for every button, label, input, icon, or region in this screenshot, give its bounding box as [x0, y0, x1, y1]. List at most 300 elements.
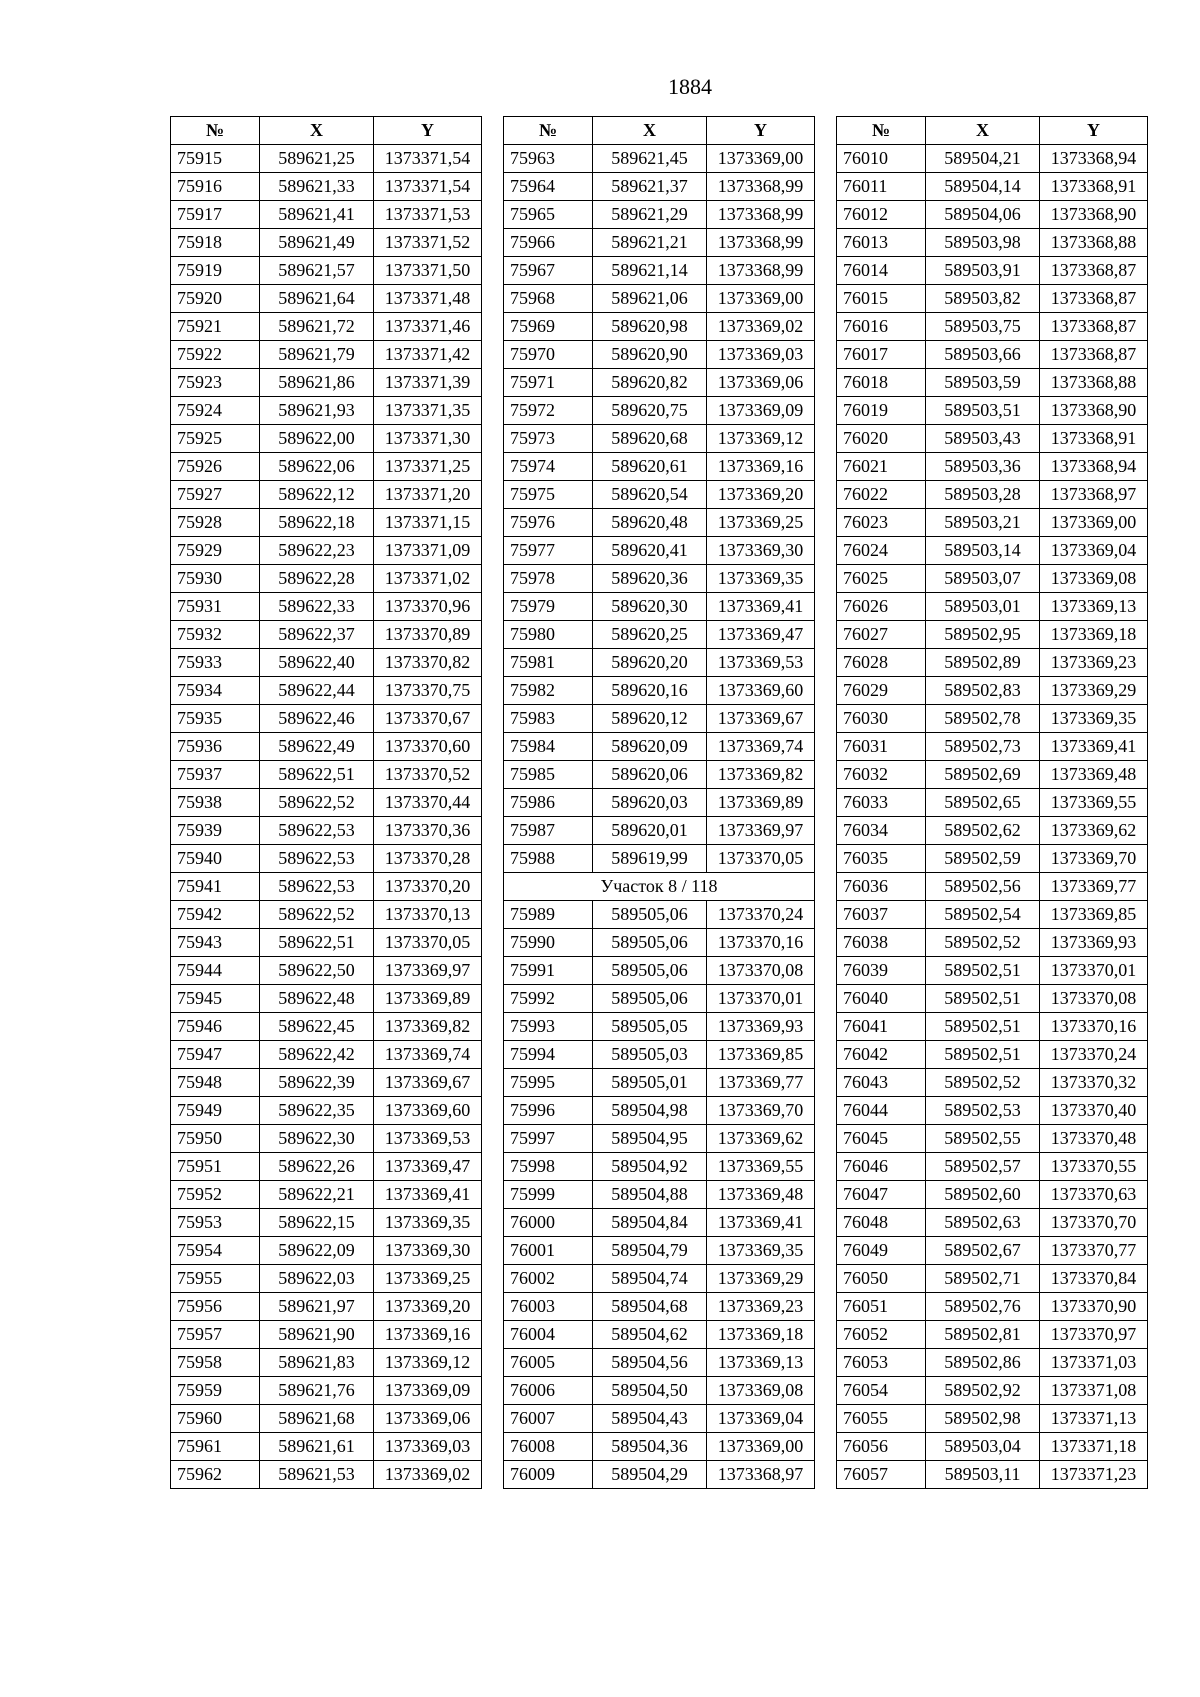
- cell-num: 76026: [837, 593, 926, 621]
- cell-num: 75984: [504, 733, 593, 761]
- cell-num: 75919: [171, 257, 260, 285]
- cell-y: 1373371,18: [1040, 1433, 1148, 1461]
- table-row: [504, 677, 815, 705]
- table-row: [837, 509, 1148, 537]
- table-row: [504, 397, 815, 425]
- table-row: [171, 509, 482, 537]
- cell-x: 589622,39: [260, 1069, 374, 1097]
- table-row: [171, 1097, 482, 1125]
- cell-y: 1373369,67: [374, 1069, 482, 1097]
- table-row: [171, 425, 482, 453]
- cell-num: 75993: [504, 1013, 593, 1041]
- table-row: [171, 565, 482, 593]
- cell-y: 1373370,40: [1040, 1097, 1148, 1125]
- cell-y: 1373370,20: [374, 873, 482, 901]
- cell-y: 1373368,91: [1040, 425, 1148, 453]
- table-row: [171, 1041, 482, 1069]
- table-row: [171, 1013, 482, 1041]
- cell-y: 1373371,35: [374, 397, 482, 425]
- cell-x: 589620,20: [593, 649, 707, 677]
- cell-num: 75916: [171, 173, 260, 201]
- table-row: [837, 285, 1148, 313]
- cell-y: 1373369,00: [707, 1433, 815, 1461]
- cell-y: 1373369,89: [707, 789, 815, 817]
- cell-y: 1373368,97: [707, 1461, 815, 1489]
- cell-y: 1373369,03: [374, 1433, 482, 1461]
- cell-num: 75972: [504, 397, 593, 425]
- cell-num: 75952: [171, 1181, 260, 1209]
- cell-x: 589502,83: [926, 677, 1040, 705]
- cell-x: 589504,21: [926, 145, 1040, 173]
- table-row: [837, 1181, 1148, 1209]
- cell-y: 1373369,35: [1040, 705, 1148, 733]
- cell-x: 589503,75: [926, 313, 1040, 341]
- cell-x: 589621,76: [260, 1377, 374, 1405]
- cell-x: 589502,59: [926, 845, 1040, 873]
- table-row: [837, 1153, 1148, 1181]
- cell-y: 1373370,84: [1040, 1265, 1148, 1293]
- cell-x: 589622,44: [260, 677, 374, 705]
- cell-num: 75921: [171, 313, 260, 341]
- cell-y: 1373370,97: [1040, 1321, 1148, 1349]
- cell-y: 1373371,52: [374, 229, 482, 257]
- table-row: [171, 1405, 482, 1433]
- cell-y: 1373370,55: [1040, 1153, 1148, 1181]
- cell-num: 75934: [171, 677, 260, 705]
- cell-num: 75920: [171, 285, 260, 313]
- cell-x: 589503,01: [926, 593, 1040, 621]
- cell-y: 1373369,09: [707, 397, 815, 425]
- cell-num: 75958: [171, 1349, 260, 1377]
- table-row: [171, 257, 482, 285]
- cell-num: 75991: [504, 957, 593, 985]
- table-row: [837, 1069, 1148, 1097]
- cell-num: 75968: [504, 285, 593, 313]
- cell-y: 1373371,48: [374, 285, 482, 313]
- cell-y: 1373368,90: [1040, 201, 1148, 229]
- cell-x: 589622,46: [260, 705, 374, 733]
- table-row: [837, 901, 1148, 929]
- table-row: [504, 985, 815, 1013]
- table-row: [171, 677, 482, 705]
- table-row: [171, 1349, 482, 1377]
- cell-x: 589502,98: [926, 1405, 1040, 1433]
- cell-x: 589622,49: [260, 733, 374, 761]
- cell-y: 1373371,53: [374, 201, 482, 229]
- table-row: [504, 1069, 815, 1097]
- table-row: [837, 1265, 1148, 1293]
- cell-num: 76021: [837, 453, 926, 481]
- cell-num: 75995: [504, 1069, 593, 1097]
- cell-num: 76057: [837, 1461, 926, 1489]
- cell-y: 1373369,41: [374, 1181, 482, 1209]
- cell-x: 589502,56: [926, 873, 1040, 901]
- cell-y: 1373369,09: [374, 1377, 482, 1405]
- table-row: [171, 1265, 482, 1293]
- table-row: [171, 481, 482, 509]
- cell-y: 1373369,23: [707, 1293, 815, 1321]
- cell-x: 589622,28: [260, 565, 374, 593]
- cell-x: 589503,59: [926, 369, 1040, 397]
- cell-y: 1373371,39: [374, 369, 482, 397]
- cell-y: 1373370,05: [374, 929, 482, 957]
- table-row: [837, 705, 1148, 733]
- cell-x: 589502,78: [926, 705, 1040, 733]
- cell-x: 589503,43: [926, 425, 1040, 453]
- coordinate-table-1: [170, 116, 482, 1489]
- cell-y: 1373369,93: [1040, 929, 1148, 957]
- table-row: [504, 901, 815, 929]
- table-row: [837, 313, 1148, 341]
- cell-x: 589504,68: [593, 1293, 707, 1321]
- table-row: [171, 649, 482, 677]
- table-row: [171, 621, 482, 649]
- cell-num: 75966: [504, 229, 593, 257]
- cell-x: 589504,43: [593, 1405, 707, 1433]
- table-row: [171, 1293, 482, 1321]
- cell-x: 589504,95: [593, 1125, 707, 1153]
- cell-y: 1373371,09: [374, 537, 482, 565]
- cell-x: 589621,06: [593, 285, 707, 313]
- cell-x: 589620,61: [593, 453, 707, 481]
- cell-y: 1373371,02: [374, 565, 482, 593]
- cell-y: 1373370,24: [707, 901, 815, 929]
- cell-y: 1373369,00: [707, 285, 815, 313]
- cell-y: 1373369,16: [707, 453, 815, 481]
- cell-x: 589505,06: [593, 957, 707, 985]
- table-row: [504, 229, 815, 257]
- cell-x: 589504,36: [593, 1433, 707, 1461]
- cell-y: 1373369,23: [1040, 649, 1148, 677]
- cell-x: 589621,90: [260, 1321, 374, 1349]
- table-row: [504, 1153, 815, 1181]
- cell-x: 589504,88: [593, 1181, 707, 1209]
- cell-y: 1373371,08: [1040, 1377, 1148, 1405]
- cell-y: 1373369,41: [707, 593, 815, 621]
- cell-x: 589622,35: [260, 1097, 374, 1125]
- table-row: [504, 1209, 815, 1237]
- table-row: [171, 369, 482, 397]
- cell-x: 589622,15: [260, 1209, 374, 1237]
- cell-x: 589620,01: [593, 817, 707, 845]
- cell-num: 76001: [504, 1237, 593, 1265]
- coordinate-tables: [170, 116, 1148, 1489]
- table-row: [837, 173, 1148, 201]
- cell-num: 76007: [504, 1405, 593, 1433]
- cell-x: 589620,82: [593, 369, 707, 397]
- header-x: X: [593, 117, 707, 145]
- cell-num: 76056: [837, 1433, 926, 1461]
- cell-y: 1373371,25: [374, 453, 482, 481]
- table-row: [504, 845, 815, 873]
- cell-y: 1373371,54: [374, 173, 482, 201]
- cell-y: 1373369,13: [1040, 593, 1148, 621]
- cell-y: 1373370,13: [374, 901, 482, 929]
- cell-y: 1373369,60: [707, 677, 815, 705]
- cell-y: 1373371,50: [374, 257, 482, 285]
- cell-y: 1373369,12: [374, 1349, 482, 1377]
- section-label: Участок 8 / 118: [504, 873, 815, 901]
- cell-num: 76041: [837, 1013, 926, 1041]
- cell-num: 75933: [171, 649, 260, 677]
- cell-num: 75971: [504, 369, 593, 397]
- table-row: [837, 145, 1148, 173]
- coordinate-table-2: [503, 116, 815, 1489]
- cell-num: 76055: [837, 1405, 926, 1433]
- cell-num: 75923: [171, 369, 260, 397]
- cell-x: 589621,25: [260, 145, 374, 173]
- cell-y: 1373369,53: [707, 649, 815, 677]
- cell-num: 75996: [504, 1097, 593, 1125]
- cell-num: 75948: [171, 1069, 260, 1097]
- cell-num: 75990: [504, 929, 593, 957]
- cell-x: 589502,81: [926, 1321, 1040, 1349]
- table-row: [171, 817, 482, 845]
- cell-num: 76042: [837, 1041, 926, 1069]
- table-row: [837, 537, 1148, 565]
- cell-num: 75988: [504, 845, 593, 873]
- table-row: [837, 733, 1148, 761]
- cell-y: 1373370,67: [374, 705, 482, 733]
- cell-num: 76036: [837, 873, 926, 901]
- cell-y: 1373369,35: [374, 1209, 482, 1237]
- table-row: [504, 537, 815, 565]
- cell-y: 1373369,08: [707, 1377, 815, 1405]
- cell-num: 75987: [504, 817, 593, 845]
- cell-x: 589620,09: [593, 733, 707, 761]
- header-x: X: [260, 117, 374, 145]
- table-row: [171, 957, 482, 985]
- cell-y: 1373369,41: [707, 1209, 815, 1237]
- cell-x: 589505,01: [593, 1069, 707, 1097]
- cell-num: 76009: [504, 1461, 593, 1489]
- cell-num: 76054: [837, 1377, 926, 1405]
- cell-x: 589622,52: [260, 901, 374, 929]
- cell-num: 75963: [504, 145, 593, 173]
- cell-x: 589502,55: [926, 1125, 1040, 1153]
- cell-num: 75915: [171, 145, 260, 173]
- cell-x: 589621,57: [260, 257, 374, 285]
- cell-y: 1373371,20: [374, 481, 482, 509]
- cell-num: 75983: [504, 705, 593, 733]
- cell-x: 589504,06: [926, 201, 1040, 229]
- cell-num: 76040: [837, 985, 926, 1013]
- cell-x: 589504,62: [593, 1321, 707, 1349]
- cell-num: 75935: [171, 705, 260, 733]
- cell-num: 76002: [504, 1265, 593, 1293]
- cell-y: 1373369,02: [707, 313, 815, 341]
- table-row: [504, 201, 815, 229]
- cell-num: 75997: [504, 1125, 593, 1153]
- cell-num: 76034: [837, 817, 926, 845]
- cell-y: 1373368,94: [1040, 145, 1148, 173]
- table-row: [171, 201, 482, 229]
- cell-num: 75938: [171, 789, 260, 817]
- cell-x: 589504,14: [926, 173, 1040, 201]
- table-row: [504, 593, 815, 621]
- cell-num: 76052: [837, 1321, 926, 1349]
- cell-y: 1373371,03: [1040, 1349, 1148, 1377]
- cell-num: 75956: [171, 1293, 260, 1321]
- cell-num: 76048: [837, 1209, 926, 1237]
- table-row: [504, 957, 815, 985]
- table-row: [504, 1433, 815, 1461]
- cell-y: 1373370,63: [1040, 1181, 1148, 1209]
- cell-y: 1373369,48: [1040, 761, 1148, 789]
- table-row: [837, 1461, 1148, 1489]
- table-row: [171, 313, 482, 341]
- cell-x: 589622,45: [260, 1013, 374, 1041]
- cell-x: 589503,51: [926, 397, 1040, 425]
- cell-y: 1373370,01: [707, 985, 815, 1013]
- table-row: [837, 985, 1148, 1013]
- table-row: [504, 453, 815, 481]
- cell-num: 75917: [171, 201, 260, 229]
- cell-x: 589502,65: [926, 789, 1040, 817]
- cell-y: 1373369,04: [1040, 537, 1148, 565]
- cell-y: 1373369,04: [707, 1405, 815, 1433]
- cell-num: 76051: [837, 1293, 926, 1321]
- cell-x: 589504,50: [593, 1377, 707, 1405]
- cell-y: 1373369,55: [1040, 789, 1148, 817]
- cell-y: 1373369,18: [1040, 621, 1148, 649]
- cell-num: 75931: [171, 593, 260, 621]
- cell-y: 1373369,62: [707, 1125, 815, 1153]
- coordinate-table-3: [836, 116, 1148, 1489]
- table-row: [171, 397, 482, 425]
- cell-num: 75970: [504, 341, 593, 369]
- cell-y: 1373370,16: [1040, 1013, 1148, 1041]
- cell-num: 76049: [837, 1237, 926, 1265]
- cell-x: 589621,68: [260, 1405, 374, 1433]
- table-row: [504, 565, 815, 593]
- cell-num: 75951: [171, 1153, 260, 1181]
- cell-y: 1373369,20: [374, 1293, 482, 1321]
- table-row: [171, 173, 482, 201]
- header-y: Y: [1040, 117, 1148, 145]
- cell-x: 589502,73: [926, 733, 1040, 761]
- table-row: [504, 1293, 815, 1321]
- table-row: [171, 873, 482, 901]
- cell-num: 76024: [837, 537, 926, 565]
- cell-x: 589502,51: [926, 957, 1040, 985]
- cell-num: 76017: [837, 341, 926, 369]
- cell-y: 1373369,62: [1040, 817, 1148, 845]
- cell-y: 1373370,08: [1040, 985, 1148, 1013]
- cell-y: 1373370,77: [1040, 1237, 1148, 1265]
- cell-x: 589505,06: [593, 901, 707, 929]
- cell-num: 75945: [171, 985, 260, 1013]
- cell-x: 589621,72: [260, 313, 374, 341]
- cell-x: 589620,36: [593, 565, 707, 593]
- cell-x: 589622,42: [260, 1041, 374, 1069]
- cell-num: 76000: [504, 1209, 593, 1237]
- cell-num: 76032: [837, 761, 926, 789]
- cell-x: 589620,30: [593, 593, 707, 621]
- cell-x: 589621,41: [260, 201, 374, 229]
- cell-x: 589502,51: [926, 985, 1040, 1013]
- cell-x: 589619,99: [593, 845, 707, 873]
- table-row: [837, 845, 1148, 873]
- cell-x: 589502,60: [926, 1181, 1040, 1209]
- cell-y: 1373369,89: [374, 985, 482, 1013]
- cell-x: 589503,21: [926, 509, 1040, 537]
- table-row: [171, 789, 482, 817]
- table-row: [837, 1405, 1148, 1433]
- cell-x: 589622,53: [260, 845, 374, 873]
- cell-num: 76012: [837, 201, 926, 229]
- cell-num: 76053: [837, 1349, 926, 1377]
- cell-num: 75954: [171, 1237, 260, 1265]
- table-row: [837, 1293, 1148, 1321]
- cell-x: 589503,98: [926, 229, 1040, 257]
- cell-num: 75994: [504, 1041, 593, 1069]
- cell-x: 589622,18: [260, 509, 374, 537]
- cell-y: 1373369,82: [374, 1013, 482, 1041]
- table-row: [837, 397, 1148, 425]
- table-row: [171, 1209, 482, 1237]
- cell-x: 589620,90: [593, 341, 707, 369]
- cell-num: 76011: [837, 173, 926, 201]
- table-row: [837, 1013, 1148, 1041]
- cell-x: 589502,51: [926, 1013, 1040, 1041]
- cell-x: 589502,86: [926, 1349, 1040, 1377]
- cell-y: 1373368,87: [1040, 285, 1148, 313]
- cell-x: 589502,51: [926, 1041, 1040, 1069]
- table-row: [837, 453, 1148, 481]
- cell-y: 1373368,87: [1040, 313, 1148, 341]
- cell-x: 589503,28: [926, 481, 1040, 509]
- cell-x: 589505,03: [593, 1041, 707, 1069]
- table-row: [837, 1349, 1148, 1377]
- cell-y: 1373370,70: [1040, 1209, 1148, 1237]
- table-row: [837, 481, 1148, 509]
- cell-x: 589622,21: [260, 1181, 374, 1209]
- table-row: [171, 733, 482, 761]
- cell-num: 75937: [171, 761, 260, 789]
- table-row: [171, 761, 482, 789]
- cell-x: 589622,06: [260, 453, 374, 481]
- table-row: [171, 1069, 482, 1097]
- cell-x: 589505,05: [593, 1013, 707, 1041]
- table-header-row: [171, 117, 482, 145]
- cell-x: 589503,11: [926, 1461, 1040, 1489]
- cell-num: 75922: [171, 341, 260, 369]
- table-row: [171, 985, 482, 1013]
- cell-num: 75979: [504, 593, 593, 621]
- cell-y: 1373369,06: [374, 1405, 482, 1433]
- cell-y: 1373369,85: [707, 1041, 815, 1069]
- table-row: [504, 285, 815, 313]
- cell-num: 75960: [171, 1405, 260, 1433]
- table-row: [171, 1181, 482, 1209]
- cell-num: 75973: [504, 425, 593, 453]
- cell-y: 1373371,42: [374, 341, 482, 369]
- cell-x: 589502,76: [926, 1293, 1040, 1321]
- cell-x: 589621,83: [260, 1349, 374, 1377]
- cell-num: 76043: [837, 1069, 926, 1097]
- table-row: [837, 1041, 1148, 1069]
- header-number: №: [504, 117, 593, 145]
- cell-y: 1373370,60: [374, 733, 482, 761]
- cell-num: 76006: [504, 1377, 593, 1405]
- table-row: [171, 845, 482, 873]
- cell-x: 589502,95: [926, 621, 1040, 649]
- cell-y: 1373369,29: [1040, 677, 1148, 705]
- table-row: [504, 929, 815, 957]
- cell-x: 589622,51: [260, 761, 374, 789]
- cell-num: 75982: [504, 677, 593, 705]
